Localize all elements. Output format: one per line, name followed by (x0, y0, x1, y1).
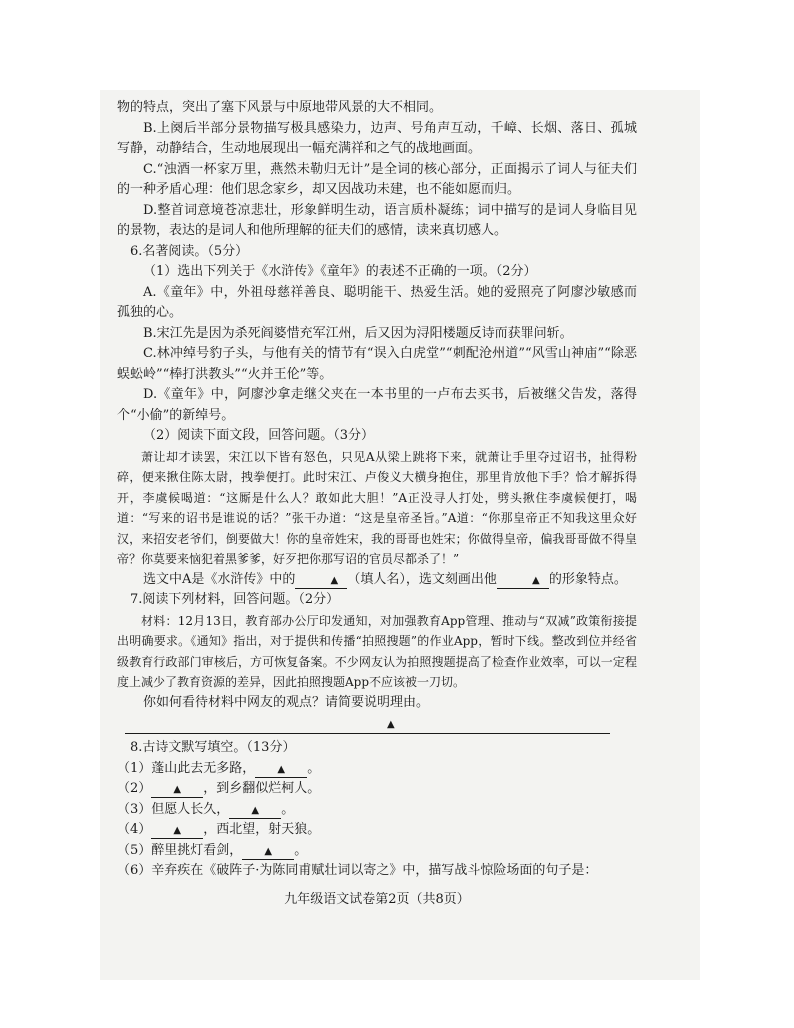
answer-blank-trait[interactable] (497, 573, 549, 589)
triangle-icon: ▲ (532, 574, 540, 586)
question-6-option-c: C.林冲绰号豹子头，与他有关的情节有“误入白虎堂”“刺配沧州道”“风雪山神庙”“除恶蜈蚣岭”“棒打洪教头”“火并王伦”等。 (117, 346, 637, 382)
question-8-2 (117, 779, 637, 800)
answer-blank-8-3[interactable] (229, 803, 281, 819)
poem-text: ，西北望，射天狼。 (203, 822, 321, 837)
answer-blank-8-4[interactable] (151, 823, 203, 839)
prompt-text-3: 的形象特点。 (548, 571, 627, 587)
poem-text: （4） (117, 822, 152, 837)
triangle-icon: ▲ (264, 845, 273, 857)
triangle-icon: ▲ (251, 804, 260, 816)
poem-text: 。 (307, 760, 321, 776)
question-7-ask: 你如何看待材料中网友的观点？请简要说明理由。 (143, 694, 430, 710)
option-d: D.整首词意境苍凉悲壮，形象鲜明生动，语言质朴凝练；词中描写的是词人身临目见的景物，表达的是词人和他所理解的征夫们的感情，读来真切感人。 (117, 202, 637, 238)
answer-blank-8-1[interactable] (255, 762, 307, 778)
poem-text: ，到乡翻似烂柯人。 (203, 781, 321, 796)
poem-text: 。 (294, 842, 308, 858)
question-8-4 (117, 820, 637, 841)
triangle-icon: ▲ (277, 763, 286, 775)
prompt-text-2: （填人名），选文刻画出他 (347, 571, 497, 587)
question-8-title: 8.古诗文默写填空。（13分） (130, 740, 296, 755)
question-6-title: 6.名著阅读。（5分） (130, 243, 249, 259)
page-footer: 九年级语文试卷第2页（共8页） (284, 891, 470, 907)
exam-page (117, 98, 637, 910)
question-6-1: （1）选出下列关于《水浒传》《童年》的表述不正确的一项。（2分） (143, 264, 537, 279)
question-8-1 (117, 759, 637, 780)
option-b: B.上阕后半部分景物描写极具感染力，边声、号角声互动，千嶂、长烟、落日、孤城写静，动静结合，生动地展现出一幅充满祥和之气的战地画面。 (117, 120, 637, 156)
question-7-title: 7.阅读下列材料，回答问题。（2分） (130, 592, 340, 607)
poem-text: （2） (117, 781, 152, 796)
answer-blank-8-2[interactable] (151, 782, 203, 798)
question-8-3 (117, 800, 637, 821)
triangle-icon: ▲ (173, 784, 182, 795)
poem-text: （5）醉里挑灯看剑， (117, 842, 243, 858)
prompt-text-1: 选文中A是《水浒传》中的 (143, 571, 296, 587)
material-text: 材料：12月13日，教育部办公厅印发通知，对加强教育App管理、推动与“双减”政策衔接提出明确要求。《通知》指出，对于提供和传播“拍照搜题”的作业App，暂时下线。整改到位并经省级教育行政部门审核后，方可恢复备案。不少网友认为拍照搜题提高了检查作业效率，可以一定程度上减少了教育资源的差异，因此拍照搜题App不应该被一刀切。 (117, 613, 637, 689)
poem-text: （3）但愿人长久， (117, 801, 230, 817)
option-c: C.“浊酒一杯家万里，燕然未勒归无计”是全词的核心部分，正面揭示了词人与征夫们的一种矛盾心理：他们思念家乡，却又因战功未建，也不能如愿而归。 (117, 161, 637, 197)
triangle-icon: ▲ (330, 574, 339, 586)
question-6-option-a: A.《童年》中，外祖母慈祥善良、聪明能干、热爱生活。她的爱照亮了阿廖沙敏感而孤独的心。 (117, 284, 637, 320)
poem-text: （1）蓬山此去无多路， (117, 760, 256, 776)
poem-text: 。 (281, 801, 295, 817)
answer-line-q7[interactable] (125, 717, 610, 734)
question-8-6: （6）辛弃疾在《破阵子·为陈同甫赋壮词以寄之》中，描写战斗惊险场面的句子是： (117, 863, 598, 878)
text-line: 物的特点，突出了塞下风景与中原地带风景的大不相同。 (117, 100, 443, 115)
question-6-option-d: D.《童年》中，阿廖沙拿走继父夹在一本书里的一卢布去买书，后被继父告发，落得个“小偷”的新绰号。 (117, 387, 637, 423)
reading-passage: 萧让却才读罢，宋江以下皆有怒色，只见A从梁上跳将下来，就萧让手里夺过诏书，扯得粉碎，便来揪住陈太尉，拽拳便打。此时宋江、卢俊义大横身抱住，那里肯放他下手？恰才解拆得开，李虞候喝道：“这厮是什么人？敢如此大胆！”A正没寻人打处，劈头揪住李虞候便打，喝道：“写来的诏书是谁说的话？”张干办道：“这是皇帝圣旨。”A道：“你那皇帝正不知我这里众好汉，来招安老爷们，倒要做大！你的皇帝姓宋，我的哥哥也姓宋；你做得皇帝，偏我哥哥做不得皇帝？你莫要来恼犯着黑爹爹，好歹把你那写诏的官员尽都杀了！” (117, 449, 637, 566)
question-6-option-b: B.宋江先是因为杀死阎婆惜充军江州，后又因为浔阳楼题反诗而获罪问斩。 (143, 325, 573, 341)
question-6-2-prompt (117, 570, 637, 591)
question-8-5 (117, 841, 637, 862)
answer-blank-name[interactable] (295, 573, 347, 589)
triangle-icon: ▲ (387, 719, 395, 730)
answer-blank-8-5[interactable] (242, 844, 294, 860)
question-6-2: （2）阅读下面文段，回答问题。（3分） (143, 428, 375, 443)
triangle-icon: ▲ (173, 825, 182, 836)
